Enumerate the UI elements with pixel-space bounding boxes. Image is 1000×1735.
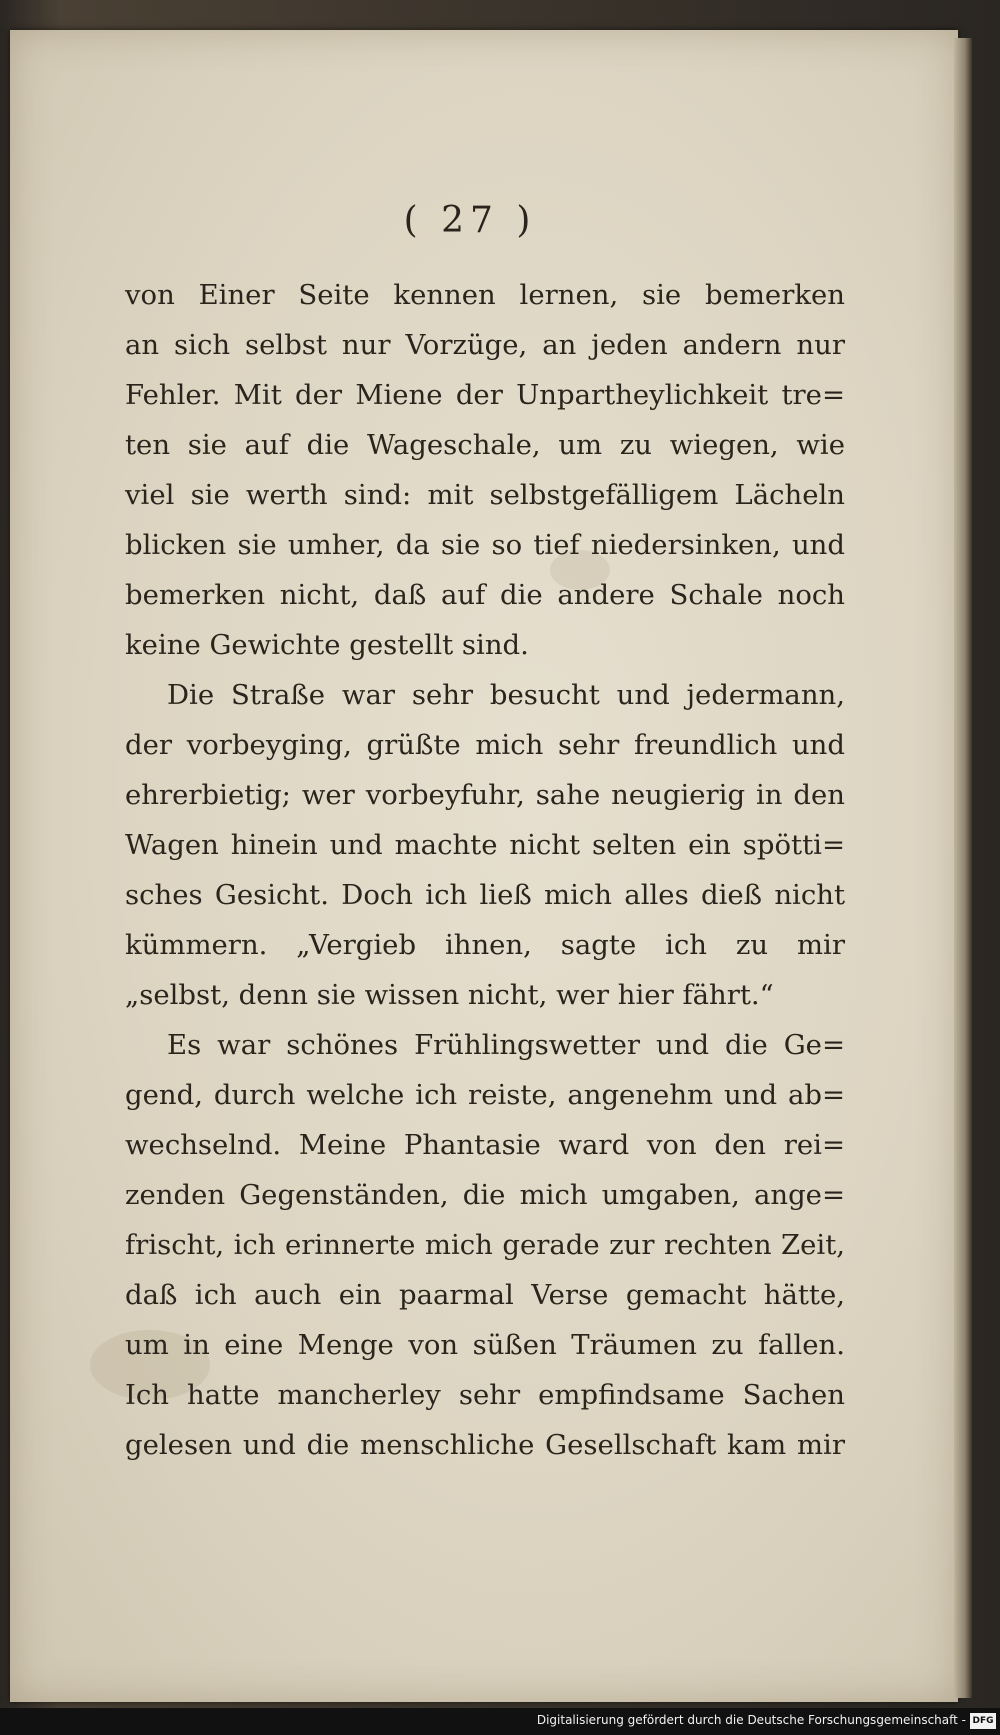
text-line: um in eine Menge von süßen Träumen zu fallen. — [125, 1329, 845, 1361]
text-line: Fehler. Mit der Miene der Unpartheylichkeit tre= — [125, 379, 845, 411]
text-line: Ich hatte mancherley sehr empfindsame Sachen — [125, 1379, 845, 1411]
text-line: keine Gewichte gestellt sind. — [125, 629, 529, 661]
text-line: an sich selbst nur Vorzüge, an jeden andern nur — [125, 329, 845, 361]
text-line: Die Straße war sehr besucht und jedermann, — [167, 679, 845, 711]
digitization-footer — [0, 1708, 1000, 1735]
text-line: der vorbeyging, grüßte mich sehr freundlich und — [125, 729, 845, 761]
page-number: ( 27 ) — [403, 200, 537, 241]
text-line: Wagen hinein und machte nicht selten ein spötti= — [125, 829, 845, 861]
text-line: von Einer Seite kennen lernen, sie bemerken — [125, 279, 845, 311]
text-line: ehrerbietig; wer vorbeyfuhr, sahe neugierig in den — [125, 779, 845, 811]
text-line: frischt, ich erinnerte mich gerade zur rechten Zeit, — [125, 1229, 845, 1261]
text-line: bemerken nicht, daß auf die andere Schale noch — [125, 579, 845, 611]
page-edge — [954, 38, 972, 1698]
text-line: gend, durch welche ich reiste, angenehm und ab= — [125, 1079, 845, 1111]
dfg-logo: DFG — [970, 1713, 996, 1729]
text-line: zenden Gegenständen, die mich umgaben, ange= — [125, 1179, 845, 1211]
text-line: daß ich auch ein paarmal Verse gemacht hätte, — [125, 1279, 845, 1311]
text-line: sches Gesicht. Doch ich ließ mich alles dieß nicht — [125, 879, 845, 911]
text-line: gelesen und die menschliche Gesellschaft kam mir — [125, 1429, 845, 1461]
body-text — [125, 270, 845, 1470]
text-line: Es war schönes Frühlingswetter und die Ge= — [167, 1029, 845, 1061]
text-line: viel sie werth sind: mit selbstgefälligem Lächeln — [125, 479, 845, 511]
text-line: kümmern. „Vergieb ihnen, sagte ich zu mir — [125, 929, 845, 961]
text-line: „selbst, denn sie wissen nicht, wer hier fährt.“ — [125, 979, 774, 1011]
text-line: wechselnd. Meine Phantasie ward von den rei= — [125, 1129, 845, 1161]
book-page — [10, 30, 958, 1702]
text-line: ten sie auf die Wageschale, um zu wiegen, wie — [125, 429, 845, 461]
text-line: blicken sie umher, da sie so tief niedersinken, und — [125, 529, 845, 561]
funding-notice: Digitalisierung gefördert durch die Deutsche Forschungsgemeinschaft - — [536, 1713, 966, 1727]
